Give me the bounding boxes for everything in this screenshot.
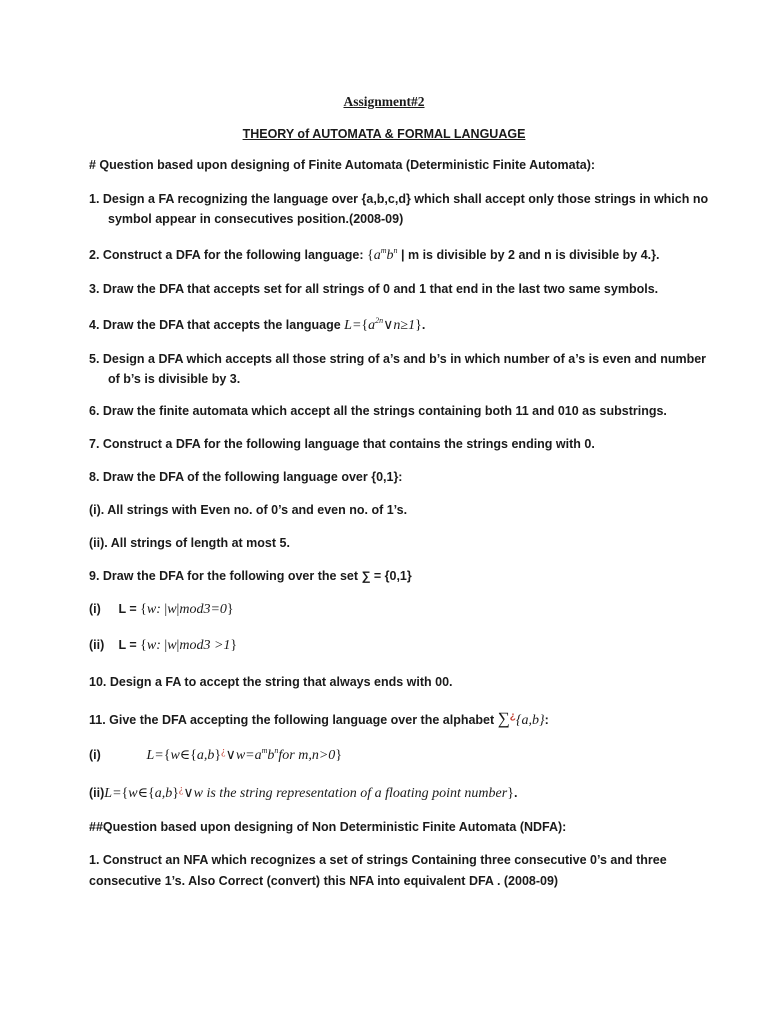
question-10: 10. Design a FA to accept the string that always ends with 00. (89, 675, 453, 689)
question-9-part-i-label: (i) (89, 602, 101, 616)
question-5-line-2: of b’s is divisible by 3. (108, 372, 241, 386)
question-11-red-mark: ¿ (509, 711, 516, 722)
question-9-part-ii (89, 638, 237, 654)
question-11-part-ii (89, 784, 517, 802)
ndfa-question-1-line-1: 1. Construct an NFA which recognizes a set of strings Containing three consecutive 0’s and three (89, 853, 667, 867)
question-1-line-1: 1. Design a FA recognizing the language over {a,b,c,d} which shall accept only those strings in which no (89, 192, 709, 206)
section2-heading (89, 820, 566, 834)
question-11-prefix: 11. Give the DFA accepting the following language over the alphabet (89, 713, 495, 727)
question-9: 9. Draw the DFA for the following over the set ∑ = {0,1} (89, 569, 412, 583)
question-4 (89, 316, 425, 334)
question-11-part-i-formula: $L=\{w\in\{a,b\}^¿\vee w=a^mb^nfor$ m,n>0} (146, 746, 343, 763)
question-6: 6. Draw the finite automata which accept all the strings containing both 11 and 010 as substrings. (89, 404, 667, 418)
question-4-formula: $L=\{a^{2n}\vee n\ge 1\}$ (344, 316, 422, 333)
question-2-formula: {$a^mb^n$ (367, 246, 398, 263)
section1-heading: # Question based upon designing of Finite Automata (Deterministic Finite Automata): (89, 158, 596, 172)
question-8: 8. Draw the DFA of the following language over {0,1}: (89, 470, 403, 484)
question-11-part-ii-suffix: . (513, 786, 518, 800)
question-11 (89, 709, 549, 729)
section2-heading-bold: Non Deterministic Finite Automata (NDFA): (311, 820, 567, 834)
question-9-part-i (89, 602, 234, 618)
question-9-part-ii-L: L = (118, 638, 137, 652)
ndfa-question-1-line-2: consecutive 1’s. Also Correct (convert) this NFA into equivalent DFA . (2008-09) (89, 874, 559, 888)
question-8-part-i: (i). All strings with Even no. of 0’s and even no. of 1’s. (89, 503, 408, 517)
question-9-part-i-formula: {w: |w|mod3=0} (140, 602, 234, 617)
question-7: 7. Construct a DFA for the following language that contains the strings ending with 0. (89, 437, 595, 451)
question-11-part-ii-label: (ii) (89, 786, 105, 800)
question-3: 3. Draw the DFA that accepts set for all strings of 0 and 1 that end in the last two same symbols. (89, 282, 659, 296)
page-subtitle: THEORY of AUTOMATA & FORMAL LANGUAGE (242, 127, 526, 141)
question-4-prefix: 4. Draw the DFA that accepts the language (89, 318, 341, 332)
section2-heading-prefix: ##Question based upon designing of (89, 820, 312, 834)
question-2-prefix: 2. Construct a DFA for the following language: (89, 248, 364, 262)
question-2-suffix: | m is divisible by 2 and n is divisible by 4.}. (401, 248, 660, 262)
question-11-suffix: : (544, 713, 549, 727)
question-11-set: {a,b} (515, 713, 545, 728)
question-4-suffix: . (421, 318, 426, 332)
question-1-line-2: symbol appear in consecutives position.(2008-09) (108, 212, 404, 226)
question-11-part-i (89, 746, 342, 764)
question-11-part-ii-formula: L={w∈{a,b}¿∨w is the string representation of a floating point number} (104, 784, 514, 801)
sigma-symbol: ∑ (497, 709, 510, 728)
question-5-line-1: 5. Design a DFA which accepts all those string of a’s and b’s in which number of a’s is even and number (89, 352, 707, 366)
question-2 (89, 246, 659, 264)
question-8-part-ii: (ii). All strings of length at most 5. (89, 536, 290, 550)
question-9-part-ii-label: (ii) (89, 638, 105, 652)
question-9-part-i-L: L = (118, 602, 137, 616)
question-11-part-i-label: (i) (89, 748, 101, 762)
question-9-part-ii-formula: {w: |w|mod3 >1} (140, 638, 238, 653)
page-title: Assignment#2 (343, 94, 425, 109)
